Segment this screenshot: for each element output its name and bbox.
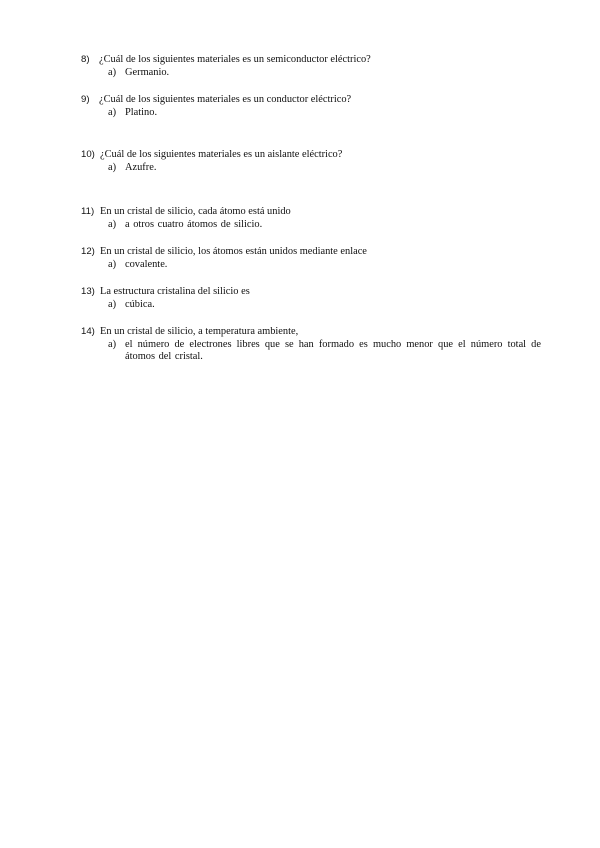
question-text: La estructura cristalina del silicio es: [100, 286, 250, 297]
answer-text: Germanio.: [125, 67, 170, 78]
question-text: En un cristal de silicio, a temperatura ambiente,: [100, 326, 299, 337]
question-14: [81, 326, 541, 363]
answer-letter: a): [108, 67, 117, 78]
question-13: [81, 286, 541, 311]
answer-option: [81, 299, 541, 311]
answer-option: [81, 107, 541, 119]
question-number: 14): [81, 326, 95, 337]
question-text: En un cristal de silicio, los átomos están unidos mediante enlace: [100, 246, 367, 257]
answer-text: Azufre.: [125, 162, 157, 173]
question-line: [81, 286, 541, 298]
answer-option: [81, 219, 541, 231]
answer-option: [81, 259, 541, 271]
question-text: En un cristal de silicio, cada átomo está unido: [100, 206, 291, 217]
question-text: ¿Cuál de los siguientes materiales es un aislante eléctrico?: [100, 149, 343, 160]
question-number: 9): [81, 94, 90, 105]
question-line: [81, 326, 541, 338]
question-number: 13): [81, 286, 95, 297]
question-text: ¿Cuál de los siguientes materiales es un semiconductor eléctrico?: [99, 54, 371, 65]
answer-letter: a): [108, 107, 117, 118]
question-12: [81, 246, 541, 271]
answer-option: [81, 67, 541, 79]
question-number: 11): [81, 206, 95, 217]
answer-text: Platino.: [125, 107, 158, 118]
answer-text: covalente.: [125, 259, 168, 270]
answer-letter: a): [108, 219, 117, 230]
question-10: [81, 149, 541, 174]
answer-option: [81, 339, 541, 363]
question-11: [81, 206, 541, 231]
question-line: [81, 246, 541, 258]
question-number: 8): [81, 54, 90, 65]
answer-text: cúbica.: [125, 299, 155, 310]
answer-text: el número de electrones libres que se han formado es mucho menor que el número total de átomos del cristal.: [125, 339, 541, 362]
question-line: [81, 94, 541, 106]
question-9: [81, 94, 541, 119]
question-number: 12): [81, 246, 95, 257]
question-line: [81, 206, 541, 218]
question-number: 10): [81, 149, 95, 160]
answer-option: [81, 162, 541, 174]
question-line: [81, 149, 541, 161]
question-8: [81, 54, 541, 79]
answer-text: a otros cuatro átomos de silicio.: [125, 219, 263, 230]
answer-letter: a): [108, 259, 117, 270]
answer-letter: a): [108, 162, 117, 173]
answer-letter: a): [108, 339, 117, 350]
question-line: [81, 54, 541, 66]
answer-letter: a): [108, 299, 117, 310]
question-text: ¿Cuál de los siguientes materiales es un conductor eléctrico?: [99, 94, 352, 105]
